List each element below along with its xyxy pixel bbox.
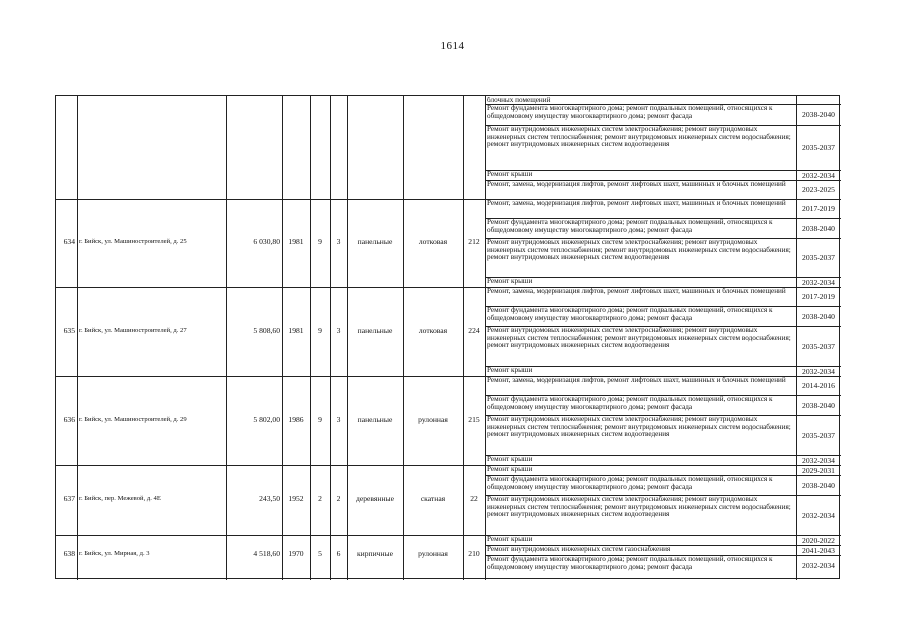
- work-years: 2032-2034: [802, 366, 835, 376]
- work-description: Ремонт фундамента многоквартирного дома; ремонт подвальных помещений, относящихся к общедомовому имуществу многоквартирного дома; ремонт фасада: [487, 556, 773, 571]
- cell-area: 243,50: [259, 494, 280, 503]
- cell-walls: панельные: [357, 237, 393, 246]
- column-divider: [463, 96, 464, 580]
- cell-walls: панельные: [357, 325, 393, 335]
- work-description: блочных помещений: [487, 97, 551, 104]
- work-years: 2032-2034: [802, 560, 835, 570]
- cell-roof: скатная: [420, 494, 446, 503]
- cell-address: г. Бийск, ул. Мирная, д. 3: [79, 550, 150, 557]
- cell-num: 635: [63, 325, 75, 335]
- cell-floors: 5: [318, 549, 322, 558]
- work-description: Ремонт, замена, модернизация лифтов, ремонт лифтовых шахт, машинных и блочных помещений: [487, 377, 786, 384]
- work-description: Ремонт крыши: [487, 466, 533, 473]
- work-description: Ремонт фундамента многоквартирного дома; ремонт подвальных помещений, относящихся к общедомовому имуществу многоквартирного дома; ремонт фасада: [487, 476, 773, 491]
- work-description: Ремонт внутридомовых инженерных систем электроснабжения; ремонт внутридомовых инженерных систем теплоснабжения; ремонт внутридомовых инженерных систем водоснабжения; ремонт внутридомовых инженерных систем водоотведения: [487, 416, 791, 439]
- column-divider: [226, 96, 227, 580]
- cell-area: 5 808,60: [253, 325, 280, 335]
- work-years: 2032-2034: [802, 170, 835, 180]
- work-years: 2038-2040: [802, 311, 835, 321]
- work-years: 2032-2034: [802, 455, 835, 465]
- column-divider: [282, 96, 283, 580]
- work-years: 2038-2040: [802, 480, 835, 490]
- work-years: 2035-2037: [802, 143, 835, 152]
- cell-address: г. Бийск, ул. Машиностроителей, д. 27: [79, 326, 187, 334]
- cell-roof: лотковая: [418, 325, 448, 335]
- cell-entrances: 6: [336, 549, 341, 558]
- work-description: Ремонт фундамента многоквартирного дома; ремонт подвальных помещений, относящихся к общедомовому имуществу многоквартирного дома; ремонт фасада: [487, 105, 773, 120]
- work-years: 2035-2037: [802, 430, 835, 440]
- cell-year: 1986: [288, 414, 304, 424]
- work-years: 2038-2040: [802, 223, 835, 233]
- cell-floors: 2: [318, 494, 322, 503]
- column-divider: [330, 96, 331, 580]
- work-years: 2032-2034: [802, 510, 835, 520]
- work-years: 2032-2034: [802, 277, 835, 287]
- work-description: Ремонт внутридомовых инженерных систем электроснабжения; ремонт внутридомовых инженерных систем теплоснабжения; ремонт внутридомовых инженерных систем водоснабжения; ремонт внутридомовых инженерных систем водоотведения: [487, 126, 791, 149]
- cell-year: 1981: [288, 325, 304, 335]
- cell-num: 638: [63, 549, 75, 558]
- cell-walls: кирпичные: [356, 549, 394, 558]
- cell-num: 636: [63, 414, 75, 424]
- column-divider: [796, 96, 797, 580]
- work-description: Ремонт крыши: [487, 278, 533, 285]
- work-years: 2035-2037: [802, 253, 835, 262]
- cell-year: 1970: [288, 549, 304, 558]
- cell-num: 634: [63, 237, 75, 246]
- work-years: 2038-2040: [802, 400, 835, 410]
- cell-area: 4 518,60: [253, 549, 280, 558]
- column-divider: [77, 96, 78, 580]
- work-description: Ремонт крыши: [487, 456, 533, 463]
- column-divider: [310, 96, 311, 580]
- cell-residents: 22: [470, 494, 478, 503]
- column-divider: [347, 96, 348, 580]
- work-description: Ремонт крыши: [487, 367, 533, 374]
- cell-residents: 224: [468, 325, 480, 335]
- cell-entrances: 2: [336, 494, 341, 503]
- cell-roof: лотковая: [418, 237, 448, 246]
- cell-address: г. Бийск, ул. Машиностроителей, д. 25: [79, 238, 187, 245]
- work-years: 2017-2019: [802, 204, 835, 213]
- work-years: 2017-2019: [802, 292, 835, 301]
- cell-address: г. Бийск, ул. Машиностроителей, д. 29: [79, 415, 187, 423]
- cell-year: 1981: [288, 237, 304, 246]
- cell-address: г. Бийск, пер. Межевой, д. 4Е: [79, 495, 161, 502]
- work-description: Ремонт крыши: [487, 171, 533, 178]
- work-years: 2023-2025: [802, 185, 835, 194]
- work-years: 2014-2016: [802, 381, 835, 390]
- cell-area: 5 802,00: [253, 414, 280, 424]
- work-description: Ремонт фундамента многоквартирного дома; ремонт подвальных помещений, относящихся к общедомовому имуществу многоквартирного дома; ремонт фасада: [487, 219, 773, 234]
- work-description: Ремонт, замена, модернизация лифтов, ремонт лифтовых шахт, машинных и блочных помещений: [487, 288, 786, 295]
- cell-residents: 212: [468, 237, 480, 246]
- work-description: Ремонт крыши: [487, 536, 533, 543]
- work-description: Ремонт, замена, модернизация лифтов, ремонт лифтовых шахт, машинных и блочных помещений: [487, 200, 786, 207]
- work-years: 2020-2022: [802, 535, 835, 545]
- work-description: Ремонт внутридомовых инженерных систем газоснабжения: [487, 546, 671, 553]
- column-divider: [403, 96, 404, 580]
- cell-walls: деревянные: [356, 494, 394, 503]
- cell-roof: рулонная: [418, 549, 448, 558]
- work-years: 2029-2031: [802, 465, 835, 475]
- work-description: Ремонт фундамента многоквартирного дома; ремонт подвальных помещений, относящихся к общедомовому имуществу многоквартирного дома; ремонт фасада: [487, 307, 773, 322]
- cell-roof: рулонная: [418, 414, 448, 424]
- cell-floors: 9: [318, 325, 322, 335]
- work-description: Ремонт, замена, модернизация лифтов, ремонт лифтовых шахт, машинных и блочных помещений: [487, 181, 786, 188]
- cell-entrances: 3: [336, 325, 341, 335]
- work-years: 2041-2043: [802, 545, 835, 555]
- housing-repair-table: [55, 95, 840, 579]
- work-description: Ремонт внутридомовых инженерных систем электроснабжения; ремонт внутридомовых инженерных систем теплоснабжения; ремонт внутридомовых инженерных систем водоснабжения; ремонт внутридомовых инженерных систем водоотведения: [487, 496, 791, 519]
- cell-floors: 9: [318, 414, 322, 424]
- cell-walls: панельные: [357, 414, 393, 424]
- page-number: 1614: [440, 40, 465, 52]
- work-description: Ремонт внутридомовых инженерных систем электроснабжения; ремонт внутридомовых инженерных систем теплоснабжения; ремонт внутридомовых инженерных систем водоснабжения; ремонт внутридомовых инженерных систем водоотведения: [487, 239, 791, 262]
- cell-area: 6 030,80: [253, 237, 280, 246]
- cell-num: 637: [63, 494, 75, 503]
- cell-entrances: 3: [336, 237, 341, 246]
- cell-floors: 9: [318, 237, 322, 246]
- work-years: 2035-2037: [802, 341, 835, 351]
- cell-residents: 215: [468, 414, 480, 424]
- cell-year: 1952: [288, 494, 304, 503]
- cell-entrances: 3: [336, 414, 341, 424]
- cell-residents: 210: [468, 549, 480, 558]
- work-description: Ремонт фундамента многоквартирного дома; ремонт подвальных помещений, относящихся к общедомовому имуществу многоквартирного дома; ремонт фасада: [487, 396, 773, 411]
- work-description: Ремонт внутридомовых инженерных систем электроснабжения; ремонт внутридомовых инженерных систем теплоснабжения; ремонт внутридомовых инженерных систем водоснабжения; ремонт внутридомовых инженерных систем водоотведения: [487, 327, 791, 350]
- work-years: 2038-2040: [802, 110, 835, 119]
